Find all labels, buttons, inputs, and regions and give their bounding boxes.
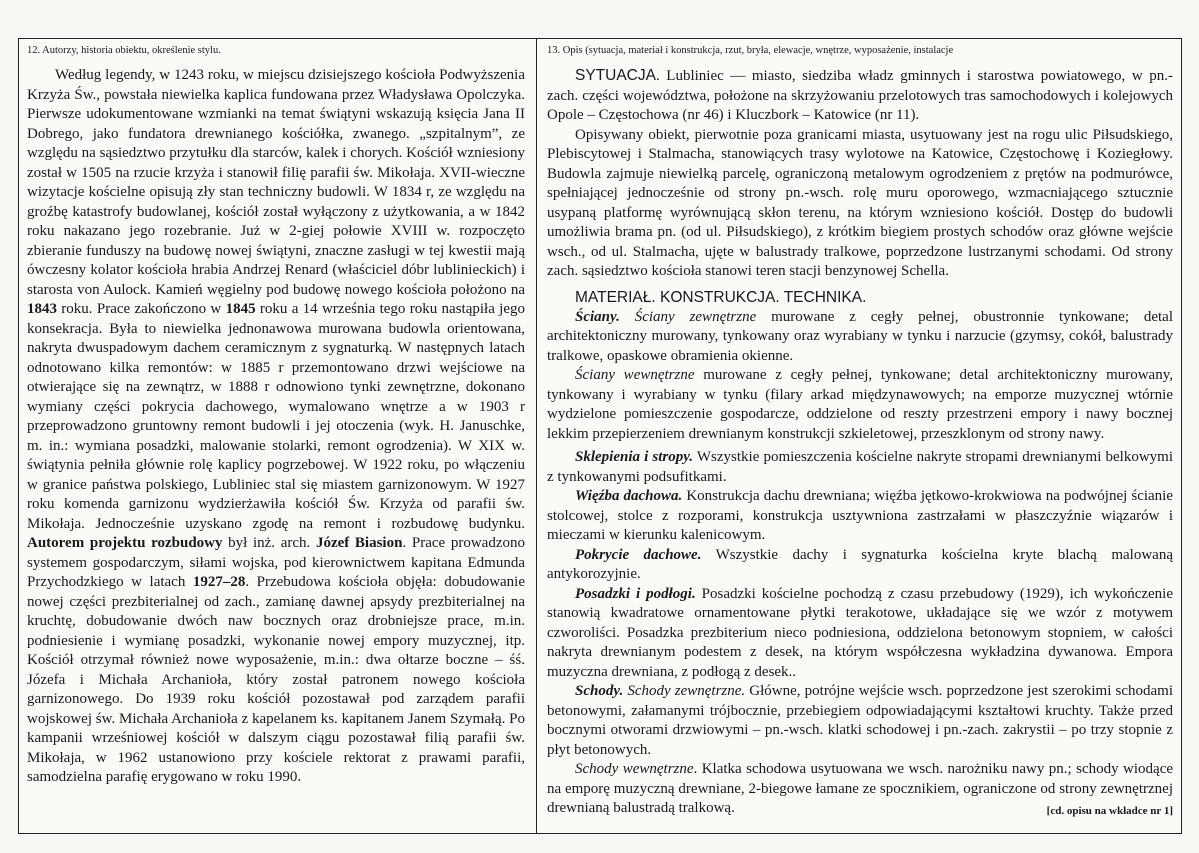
posadzki-text: Posadzki kościelne pochodzą z czasu przebudowy (1929), ich wykończenie stanowią kwadratowe ornamentowane płytki terakotowe, układające się we wzór z motywem czworoliści. Posadzka prezbiterium nieco podniesiona, oddzielona betonowym stopniem, w całości nakryta drewnianym podestem z desek, na którym współczesna wykładzina dywanowa. Empora muzyczna drewniana, z podłogą z desek.. <box>547 585 1173 680</box>
history-text-3: roku a 14 września tego roku nastąpiła jego konsekracja. Była to niewielka jednonawowa murowana budowla orientowana, nakryta dwuspadowym dachem ceramicznym z sygnaturką. W następnych latach odnotowano kilka remontów: w 1885 r przemontowano drzwi wejściowe na otwierające się na zewnątrz, w 1888 r odnowiono tynki zewnętrzne, dokonano wymiany części pokrycia dachowego, wymalowano wnętrze a w 1903 r przeprowadzono gruntowny remont budowli i jej otoczenia (wyk. H. Januschke, m. in.: wymiana posadzki, malowanie stolarki, remont ogrodzenia). W XIX w. świątynia pełniła głównie rolę kaplicy pogrzebowej. W 1922 roku, po włączeniu w granice państwa polskiego, Lubliniec stal się miastem garnizonowym. W 1927 roku komenda garnizonu wydzierżawiła kościół Św. Krzyża od parafii św. Mikołaja. Jednocześnie uzyskano zgodę na remont i rozbudowę budynku. <box>27 301 525 532</box>
document-sheet <box>18 38 1182 834</box>
left-column <box>27 45 525 788</box>
construction-years: 1927–28 <box>192 574 246 590</box>
posadzki-label: Posadzki i podłogi. <box>575 585 696 602</box>
sciany-wew-text: murowane z cegły pełnej, tynkowane; detal architektoniczny murowany, tynkowany i wyrabiany w tynku (filary arkad międzynawowych; na emporze muzycznej wtórnie wydzielone pomieszczenie gospodarcze, oddzielone od reszty przestrzeni empory i nawy bocznej lekkim przepierzeniem drewnianym konstrukcji szkieletowej, przeszklonym od strony nawy. <box>547 367 1173 442</box>
schody-wew-paragraph <box>547 760 1173 819</box>
author-label: Autorem projektu rozbudowy <box>27 535 223 551</box>
sklepienia-label: Sklepienia i stropy. <box>575 449 694 465</box>
history-text-2: roku. Prace zakończono w <box>57 301 226 317</box>
year-1845: 1845 <box>225 301 256 317</box>
history-text-1: Według legendy, w 1243 roku, w miejscu dzisiejszego kościoła Podwyższenia Krzyża Św., powstała niewielka kaplica fundowana przez Władysława Opolczyka. Pierwsze udokumentowane wzmianki na temat świątyni wskazują księcia Jana II Dobrego, jako fundatora drewnianego kościółka, zwanego. „szpitalnym”, ze względu na sąsiedztwo przytułku dla starców, kalek i chorych. Kościół wzniesiony został w 1505 na rzucie krzyża i stanowił filię parafii św. Mikołaja. XVII-wieczne wizytacje kościelne opisują zły stan techniczny budowli. W 1834 r, ze względu na groźbę katastrofy budowlanej, kościół został wyłączony z użytkowania, a w 1842 roku nakazano jego rozebranie. Już w 2-giej połowie XVIII w. rozpoczęto zbieranie funduszy na budowę nowej świątyni, znaczne zasługi w tej kwestii mają ówczesny kolator kościoła hrabia Andrzej Renard (właściciel dóbr lublinieckich) i starosta von Aulock. Kamień węgielny pod budowę nowego kościoła położono na <box>27 67 525 298</box>
sytuacja-text: . Lubliniec — miasto, siedziba władz gminnych i starostwa powiatowego, w pn.-zach. części województwa, położone na skrzyżowaniu przelotowych tras samochodowych i kolejowych Opole – Częstochowa (nr 46) i Kluczbork – Katowice (nr 11). <box>547 68 1173 123</box>
pokrycie-paragraph <box>547 546 1173 585</box>
posadzki-paragraph <box>547 585 1173 683</box>
history-text-5: . Prace prowadzono systemem gospodarczym, siłami wojska, pod kierownictwem kapitana Edmunda Przychodzkiego w latach <box>27 535 525 590</box>
left-section-header: 12. Autorzy, historia obiektu, określenie stylu. <box>27 45 221 56</box>
sciany-zew-text: murowane z cegły pełnej, obustronnie tynkowane; detal architektoniczny murowany, tynkowany oraz wyrabiany w tynku i narzucie (gzymsy, cokół, balustrady tralkowe, opaskowe obramienia okienne. <box>547 308 1174 364</box>
schody-paragraph <box>547 682 1173 760</box>
schody-label: Schody. <box>575 683 624 699</box>
sciany-wew-label: Ściany wewnętrzne <box>575 367 695 383</box>
sytuacja-heading: SYTUACJA <box>575 67 656 84</box>
history-text-4: był inż. arch. <box>222 535 316 551</box>
sciany-zew-label: Ściany zewnętrzne <box>619 308 757 325</box>
sciany-wew-paragraph <box>547 366 1173 444</box>
history-paragraph <box>27 66 525 788</box>
sciany-label: Ściany. <box>575 308 620 325</box>
year-1843: 1843 <box>27 301 57 317</box>
pokrycie-label: Pokrycie dachowe. <box>575 546 702 563</box>
schody-zew-label: Schody zewnętrzne. <box>623 683 746 699</box>
wiezba-label: Więźba dachowa. <box>575 488 683 504</box>
column-divider <box>536 39 537 833</box>
schody-zew-text: Główne, potrójne wejście wsch. poprzedzone jest szerokimi schodami betonowymi, załamanymi trójbocznie, przebiegiem odpowiadającymi kształtowi kruchty. Także przed bocznymi otworami drzwiowymi – pn.-wsch. klatki schodowej i pn.-zach. zakrystii – po trzy stopnie z płyt betonowych. <box>547 683 1173 758</box>
wiezba-text: Konstrukcja dachu drewniana; więźba jętkowo-krokwiowa na podwójnej ścianie stolcowej, stolce z rozporami, konstrukcja usztywniona zastrzałami w płaszczyźnie wiązarów i mieczami w kierunku kalenicowym. <box>547 488 1173 543</box>
architect-name: Józef Biasion <box>315 535 403 551</box>
sciany-paragraph <box>547 308 1173 367</box>
material-heading: MATERIAŁ. KONSTRUKCJA. TECHNIKA. <box>575 288 867 306</box>
schody-wew-text: . Klatka schodowa usytuowana we wsch. narożniku nawy pn.; schody wiodące na emporę muzyczną drewniane, 2-biegowe łamane ze spocznikiem, ograniczone od strony zewnętrznej drewnianą balustradą tralkową. <box>547 761 1174 816</box>
location-paragraph: Opisywany obiekt, pierwotnie poza granicami miasta, usytuowany jest na rogu ulic Piłsudskiego, Plebiscytowej i Stalmacha, stanowiących trasy wylotowe na Katowice, Częstochowę i Koziegłowy. Budowla zajmuje niewielką parcelę, ograniczoną metalowym ogrodzeniem z prętów na podmurówce, spełniającej jednocześnie od strony pn.-wsch. rolę muru oporowego, wzmacniającego sztucznie usypaną platformę wyrównującą skłon terenu, na którym wzniesiono kościół. Dostęp do budowli umożliwia brama pn. (od ul. Piłsudskiego), z krótkim biegiem prostych schodów oraz główne wejście wsch., od ul. Stalmacha, ujęte w balustrady tralkowe, poprzedzone lustrzanymi schodami. Od strony zach. sąsiedztwo kościoła stanowi teren stacji benzynowej Schella. <box>547 126 1173 279</box>
sytuacja-paragraph <box>547 66 1173 126</box>
right-column <box>547 45 1173 822</box>
sklepienia-paragraph <box>547 448 1173 487</box>
continuation-note: [cd. opisu na wkładce nr 1] <box>1046 805 1173 817</box>
wiezba-paragraph <box>547 487 1173 546</box>
history-text-6: . Przebudowa kościoła objęła: dobudowanie nowej części prezbiterialnej od zach., zamianę dawnej apsydy prezbiterialnej na kruchtę, dobudowanie dwóch naw bocznych oraz drobniejsze prace, m.in. podniesienie i wymianę posadzki, wykonanie nowej empory muzycznej, itp. Kościół otrzymał również nowe wyposażenie, m.in.: dwa ołtarze boczne – śś. Józefa i Michała Archanioła, który został patronem nowego kościoła garnizonowego. Do 1939 roku kościół pozostawał pod zarządem parafii wojskowej św. Michała Archanioła z kapelanem ks. kapitanem Janem Szymałą. Po kampanii wrześniowej kościół w dalszym ciągu pozostawał filią parafii św. Mikołaja, w 1962 ustanowiono przy kościele rektorat z prawami parafii, samodzielna parafię erygowano w roku 1990. <box>27 574 526 785</box>
pokrycie-text: Wszystkie dachy i sygnaturka kościelna kryte blachą malowaną antykorozyjnie. <box>547 546 1173 582</box>
schody-wew-label: Schody wewnętrzne <box>575 761 694 777</box>
sklepienia-text: Wszystkie pomieszczenia kościelne nakryte stropami drewnianymi belkowymi z tynkowanymi podsufitkami. <box>547 449 1173 485</box>
right-section-header: 13. Opis (sytuacja, materiał i konstrukcja, rzut, bryła, elewacje, wnętrze, wyposażenie, instalacje <box>547 45 954 56</box>
